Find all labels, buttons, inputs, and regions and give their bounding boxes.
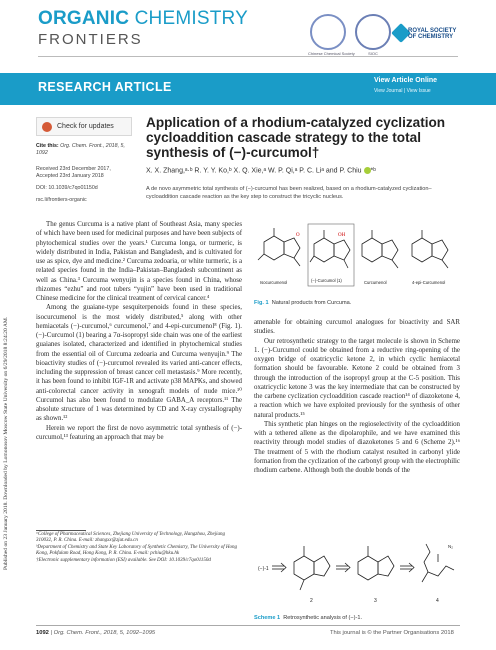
svg-text:(−)-1: (−)-1 [258,566,269,572]
author-list: X. X. Zhang,ᵃ·ᵇ R. Y. Y. Ko,ᵇ X. Q. Xie,ᵃ W. P. Qi,ᵃ P. C. Liᵃ and P. Chiu *ᵇ [146,167,376,175]
svg-text:4-epi-Curcumenol: 4-epi-Curcumenol [412,280,446,285]
footnote: ᵇDepartment of Chemistry and State Key Laboratory of Synthetic Chemistry, The University of Hong Kong, Pokfulam Road, Hong Kong, P. R. China. E-mail: pchiu@hku.hk [36,545,238,556]
body-column-left [36,220,242,442]
svg-text:3: 3 [374,598,377,604]
download-watermark: Published on 23 January 2018. Downloaded by Lomonosov Moscow State University on 6/29/2018 8:24:20 AM. [3,316,9,570]
check-for-updates-label: Check for updates [57,123,114,130]
scheme-1-retrosynthesis [254,532,460,610]
header-divider [38,56,458,57]
svg-text:2: 2 [310,598,313,604]
ccs-logo: Chinese Chemical Society [308,14,355,56]
journal-subname: FRONTIERS [38,31,143,48]
sioc-logo: SIOC [355,14,391,56]
retro-arrow [336,563,350,572]
check-for-updates-button[interactable] [36,117,132,136]
paragraph: Our retrosynthetic strategy to the target molecule is shown in Scheme 1. (−)-Curcumol could be obtained from a reductive ring-opening of the oxygen bridge of oxatricyclic ketone 2, in which cyclic hemiacetal formation should be favourable. Ketone 2 could be obtained from 3 through the introduction of the isopropyl group at the C-5 position. This oxatricyclic ketone 3 was the key intermediate that can be constructed by the carbene cyclization cycloaddition cascade reaction¹⁴ of diazoketone 4, a reaction which we have exploited previously for the synthesis of other natural products.¹⁵ [254,337,460,419]
footer-citation: 1092 | Org. Chem. Front., 2018, 5, 1092–1095 [36,630,156,636]
curcumol-structure [310,230,350,268]
accepted-date: Accepted 23rd January 2018 [36,173,104,179]
svg-text:N₂: N₂ [448,544,453,549]
abstract: A de novo asymmetric total synthesis of (−)-curcumol has been realized, based on a rhodium-catalyzed cyclization–cycloaddition cascade reaction as the key step to construct the tricyclic nucleus. [146,186,432,200]
article-type-label: RESEARCH ARTICLE [38,80,172,94]
paragraph: amenable for obtaining curcumol analogues for bioactivity and SAR studies. [254,319,460,336]
paragraph: This synthetic plan hinges on the regioselectivity of the cycloaddition with a tethered allene as the dipolarophile, and we have examined this reactivity through model studies of diazoketones 5 and 6 (Scheme 2).¹⁶ The treatment of 5 with the rhodium catalyst resulted in carbonyl ylide formation from the cyclization of the carbonyl group with the electrophilic rhodium carbene. Although both the double bonds of the [254,420,460,474]
svg-text:OH: OH [338,233,346,238]
footer-divider [36,625,460,626]
orcid-icon[interactable] [364,167,371,174]
svg-text:Curcumenol: Curcumenol [364,280,387,285]
svg-text:4: 4 [436,598,439,604]
svg-text:O: O [296,233,300,238]
footnote: †Electronic supplementary information (ESI) available. See DOI: 10.1039/c7qo01150d [36,558,211,563]
figure-1-caption: Fig. 1 Natural products from Curcuma. [254,300,352,306]
citation-info: Cite this: Org. Chem. Front., 2018, 5, 1092 [36,143,125,156]
body-column-right [254,318,460,475]
footnote: ᵃCollege of Pharmaceutical Sciences, Zhejiang University of Technology, Hangzhou, Zhejiang 310032, P. R. China. E-mail: zhangxx@zjut.edu.cn [36,532,226,543]
isocurcumenol-structure [258,228,300,266]
compound-2-structure [294,546,330,590]
journal-header [38,8,248,48]
paragraph: Among the guaiane-type sesquiterpenoids found in these species, isocurcumenol is the most widely distributed,⁵ along with other hemiacetals (−)-curcumol,⁶ curcumenol,⁷ and 4-epi-curcumenol⁸ (Fig. 1). (−)-Curcumol (1) bearing a 7α-isopropyl side chain was one of the earliest guaianes isolated, characterized and identified in phytochemical studies from the essential oil of Curcuma zedoaria and Curcuma wenyujin.⁹ The bioactivity studies of (−)-curcumol revealed its varied anti-cancer effects, including the suppression of breast cancer cell metastasis.⁹ More recently, it has been found to inhibit IGF-1R and activate p38 MAPKs, and showed anti-colorectal cancer activity in xenograft models of nude mice.¹⁰ Curcumol has also been found to modulate GABA_A receptors.¹¹ The absolute structure of 1 was determined by CD and X-ray crystallography as shown.¹² [36,304,242,423]
doi[interactable]: DOI: 10.1039/c7qo01150d [36,185,98,191]
paragraph: Herein we report the first de novo asymmetric total synthesis of (−)-curcumol,¹³ featuring an approach that may be [36,424,242,441]
scheme-1-caption: Scheme 1 Retrosynthetic analysis of (−)-1. [254,615,363,621]
figure-1-structures [252,222,460,294]
view-journal-issue-links[interactable]: View Journal | View Issue [374,88,431,94]
update-check-icon [42,122,52,132]
retro-arrow [400,563,414,572]
journal-name: ORGANIC CHEMISTRY [38,8,248,29]
rsc-logo-text: ROYAL SOCIETY OF CHEMISTRY [408,28,457,40]
svg-text:(−)-Curcumol (1): (−)-Curcumol (1) [311,278,342,283]
compound-4-structure [422,544,454,582]
journal-site-link[interactable]: rsc.li/frontiers-organic [36,197,87,203]
footnote-divider [36,530,86,531]
footnotes [36,532,242,565]
epi-curcumenol-structure [412,230,448,268]
retro-arrow [272,563,286,572]
svg-text:Isocurcumenol: Isocurcumenol [260,280,288,285]
curcumenol-structure [362,230,398,268]
footer-copyright: This journal is © the Partner Organisations 2018 [330,630,454,636]
compound-3-structure [358,546,394,580]
article-title: Application of a rhodium-catalyzed cyclization cycloaddition cascade strategy to the total synthesis of (−)-curcumol† [146,115,446,160]
paragraph: The genus Curcuma is a native plant of Southeast Asia, many species of which have been used for medicinal purposes and have been subjects of phytochemical studies over the years.¹ Curcuma longa, or turmeric, is widely distributed in India, Pakistan and Bangladesh, and is cultivated for use as spice, dye and medicine.² Curcuma zedoaria, or white turmeric, is a related species found in the India–Pakistan–Bangladesh subcontinent as well as China.³ Curcuma wenyujin is a species found in China, whose rhizomes “ezhu” and root tubers “yujin” have been used in traditional Chinese medicine for the clinical treatment of cervical cancer.⁴ [36,221,242,302]
received-date: Received 23rd December 2017, [36,166,111,172]
view-article-online-link[interactable]: View Article Online [374,77,438,84]
